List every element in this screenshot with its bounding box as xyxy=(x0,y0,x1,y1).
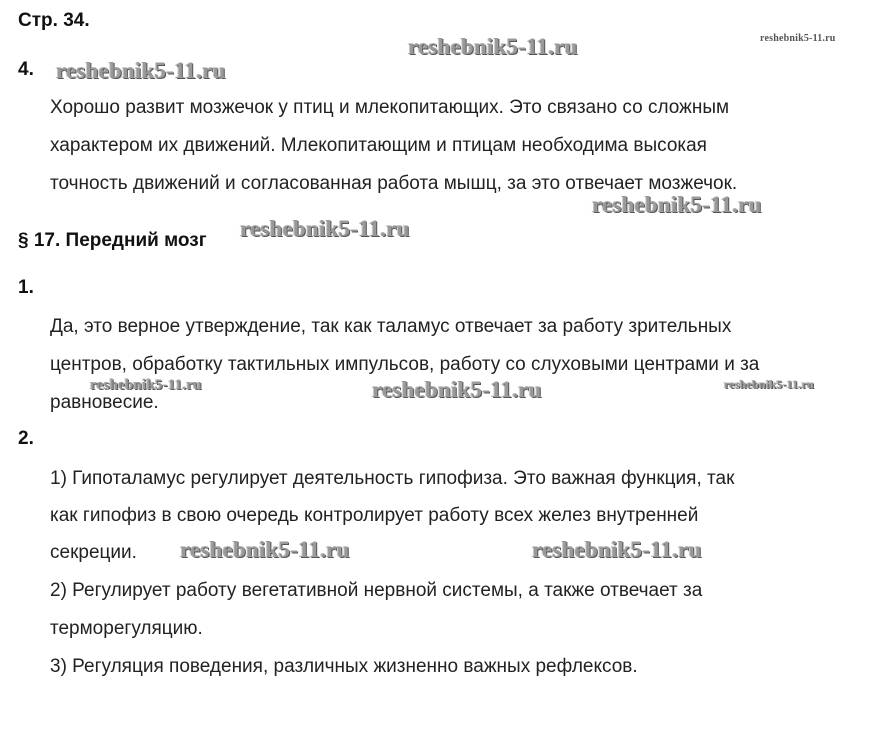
answer-line: терморегуляцию. xyxy=(50,618,203,639)
answer-line: точность движений и согласованная работа мышц, за это отвечает мозжечок. xyxy=(50,173,738,194)
answer-line: центров, обработку тактильных импульсов, работу со слуховыми центрами и за xyxy=(50,354,760,375)
answer-line: 2) Регулирует работу вегетативной нервной системы, а также отвечает за xyxy=(50,580,703,601)
watermark: reshebnik5-11.ru xyxy=(760,33,836,44)
watermark: reshebnik5-11.ru xyxy=(592,192,762,217)
answer-line: 3) Регуляция поведения, различных жизненно важных рефлексов. xyxy=(50,656,638,677)
watermark: reshebnik5-11.ru xyxy=(56,58,226,83)
answer-line: Хорошо развит мозжечок у птиц и млекопитающих. Это связано со сложным xyxy=(50,97,730,118)
answer-line: Да, это верное утверждение, так как таламус отвечает за работу зрительных xyxy=(50,316,732,337)
watermark: reshebnik5-11.ru xyxy=(180,537,350,562)
answer-line: характером их движений. Млекопитающим и птицам необходима высокая xyxy=(50,135,707,156)
section-heading: § 17. Передний мозг xyxy=(18,230,207,251)
watermark: reshebnik5-11.ru xyxy=(408,34,578,59)
watermark: reshebnik5-11.ru xyxy=(724,377,814,391)
answer-line: секреции. xyxy=(50,542,137,563)
watermark: reshebnik5-11.ru xyxy=(532,537,702,562)
watermark: reshebnik5-11.ru xyxy=(372,377,542,402)
watermark: reshebnik5-11.ru xyxy=(240,216,410,241)
page-title: Стр. 34. xyxy=(18,10,90,31)
answer-line: равновесие. xyxy=(50,392,159,413)
question-number: 1. xyxy=(18,277,34,298)
question-number: 4. xyxy=(18,59,34,80)
question-number: 2. xyxy=(18,428,34,449)
watermark: reshebnik5-11.ru xyxy=(90,377,202,393)
answer-line: как гипофиз в свою очередь контролирует работу всех желез внутренней xyxy=(50,505,699,526)
answer-line: 1) Гипоталамус регулирует деятельность гипофиза. Это важная функция, так xyxy=(50,468,735,489)
